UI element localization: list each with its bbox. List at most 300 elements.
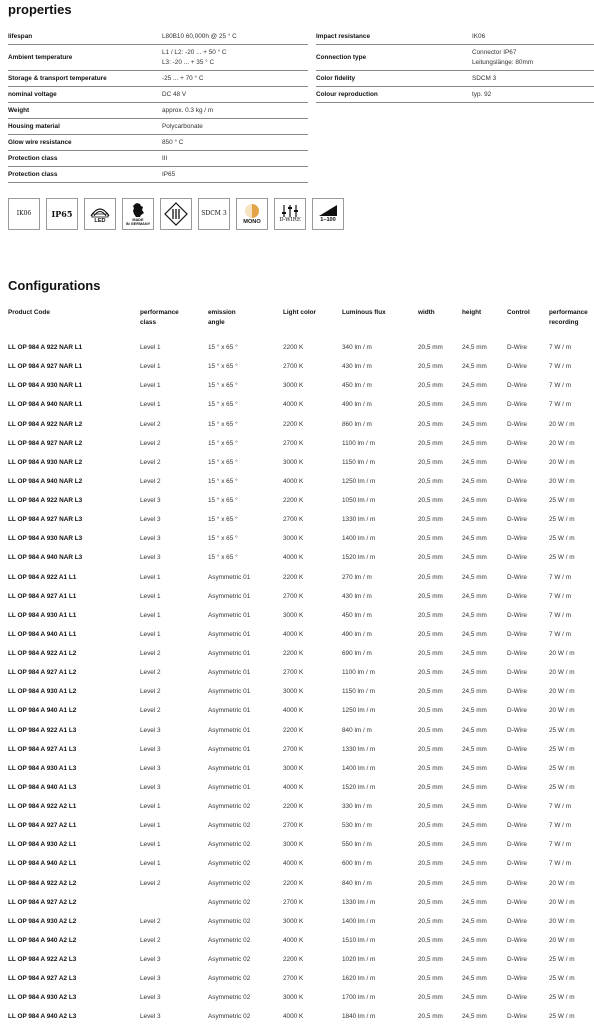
table-cell: 1100 lm / m <box>342 439 375 447</box>
table-cell: 2700 K <box>283 592 304 600</box>
table-cell: 3000 K <box>283 535 304 543</box>
table-cell: 20,5 mm <box>418 592 443 600</box>
table-cell: 25 W / m <box>549 956 575 964</box>
table-cell: 4000 K <box>283 1013 304 1021</box>
table-row <box>8 835 594 854</box>
property-row <box>316 45 594 71</box>
table-cell: LL OP 984 A 927 NAR L1 <box>8 363 83 371</box>
table-row <box>8 988 594 1007</box>
table-cell: Asymmetric 02 <box>208 822 251 830</box>
table-cell: Level 1 <box>140 363 161 371</box>
column-header-line: emission <box>208 309 236 316</box>
table-cell: LL OP 984 A 930 A2 L2 <box>8 917 77 925</box>
table-row <box>8 759 594 778</box>
table-cell: D-Wire <box>507 745 527 753</box>
table-cell: D-Wire <box>507 860 527 868</box>
table-cell: Level 2 <box>140 458 161 466</box>
table-row <box>8 568 594 587</box>
table-cell: Level 3 <box>140 745 161 753</box>
germany-map-icon <box>131 202 145 218</box>
table-cell: 20,5 mm <box>418 630 443 638</box>
dimming-label: 1–100 <box>320 217 336 224</box>
table-row <box>8 395 594 414</box>
property-key: Impact resistance <box>316 33 370 40</box>
table-cell: 25 W / m <box>549 1013 575 1021</box>
table-cell: 7 W / m <box>549 841 572 849</box>
column-header-line: angle <box>208 318 225 326</box>
table-cell: 490 lm / m <box>342 630 372 638</box>
property-row <box>8 119 308 135</box>
table-cell: 1150 lm / m <box>342 688 375 696</box>
table-body <box>8 338 594 1024</box>
table-cell: 3000 K <box>283 764 304 772</box>
table-cell: Level 3 <box>140 975 161 983</box>
table-cell: Asymmetric 02 <box>208 917 251 925</box>
table-cell: 2200 K <box>283 650 304 658</box>
table-cell: D-Wire <box>507 439 527 447</box>
table-cell: 20,5 mm <box>418 822 443 830</box>
table-cell: 25 W / m <box>549 726 575 734</box>
property-value <box>162 122 203 131</box>
table-row <box>8 721 594 740</box>
table-cell: LL OP 984 A 922 A2 L3 <box>8 956 77 964</box>
table-cell: 25 W / m <box>549 975 575 983</box>
ip65-icon <box>46 198 78 230</box>
property-row <box>8 103 308 119</box>
table-cell: Level 3 <box>140 497 161 505</box>
table-cell: 24,5 mm <box>462 822 487 830</box>
table-row <box>8 740 594 759</box>
table-row <box>8 472 594 491</box>
table-cell: LL OP 984 A 922 NAR L3 <box>8 497 83 505</box>
column-header-line: width <box>418 309 435 316</box>
table-cell: D-Wire <box>507 726 527 734</box>
configurations-table <box>8 308 594 1024</box>
table-cell: 15 ° x 65 ° <box>208 420 238 428</box>
table-cell: 330 lm / m <box>342 803 372 811</box>
table-cell: Asymmetric 01 <box>208 650 251 658</box>
table-cell: D-Wire <box>507 420 527 428</box>
table-cell: Level 1 <box>140 401 161 409</box>
property-value <box>162 48 227 67</box>
table-cell: 24,5 mm <box>462 917 487 925</box>
table-cell: LL OP 984 A 930 NAR L3 <box>8 535 83 543</box>
column-header <box>462 308 507 338</box>
table-row <box>8 491 594 510</box>
table-cell: 4000 K <box>283 554 304 562</box>
table-cell: 20,5 mm <box>418 936 443 944</box>
column-header-line: performance <box>549 309 588 316</box>
table-row <box>8 510 594 529</box>
table-row <box>8 606 594 625</box>
table-cell: 15 ° x 65 ° <box>208 344 238 352</box>
property-value <box>162 138 183 147</box>
table-cell: Asymmetric 01 <box>208 688 251 696</box>
table-row <box>8 874 594 893</box>
table-cell: 20,5 mm <box>418 975 443 983</box>
table-cell: Level 1 <box>140 630 161 638</box>
property-value <box>162 74 203 83</box>
table-cell: Level 1 <box>140 803 161 811</box>
table-cell: Asymmetric 02 <box>208 936 251 944</box>
table-cell: Asymmetric 02 <box>208 841 251 849</box>
table-cell: LL OP 984 A 930 A2 L1 <box>8 841 77 849</box>
table-cell: 20,5 mm <box>418 420 443 428</box>
table-cell: 20,5 mm <box>418 917 443 925</box>
table-cell: 24,5 mm <box>462 783 487 791</box>
table-row <box>8 453 594 472</box>
table-cell: 3000 K <box>283 611 304 619</box>
column-header-line: performance <box>140 309 179 316</box>
table-cell: 1400 lm / m <box>342 764 376 772</box>
table-cell: LL OP 984 A 922 A1 L2 <box>8 650 77 658</box>
column-header <box>507 308 549 338</box>
table-cell: 20,5 mm <box>418 745 443 753</box>
table-cell: 490 lm / m <box>342 401 372 409</box>
table-cell: 15 ° x 65 ° <box>208 477 238 485</box>
table-cell: D-Wire <box>507 344 527 352</box>
property-key: Colour reproduction <box>316 91 378 98</box>
table-cell: 2700 K <box>283 439 304 447</box>
table-cell: 24,5 mm <box>462 803 487 811</box>
property-row <box>8 29 308 45</box>
table-cell: 2700 K <box>283 975 304 983</box>
table-cell: 24,5 mm <box>462 420 487 428</box>
table-cell: LL OP 984 A 940 A1 L3 <box>8 783 77 791</box>
table-cell: 20,5 mm <box>418 956 443 964</box>
table-cell: D-Wire <box>507 841 527 849</box>
table-cell: 4000 K <box>283 477 304 485</box>
table-cell: 2200 K <box>283 879 304 887</box>
led-strip-icon <box>88 204 112 218</box>
table-cell: D-Wire <box>507 936 527 944</box>
table-cell: Level 3 <box>140 726 161 734</box>
table-cell: D-Wire <box>507 994 527 1002</box>
property-row <box>8 135 308 151</box>
table-cell: D-Wire <box>507 630 527 638</box>
properties-table-right <box>316 29 594 103</box>
table-cell: Asymmetric 01 <box>208 669 251 677</box>
table-cell: D-Wire <box>507 975 527 983</box>
diamond-iii-icon <box>163 201 189 227</box>
property-key: Weight <box>8 107 30 114</box>
table-cell: 20,5 mm <box>418 879 443 887</box>
table-cell: 24,5 mm <box>462 630 487 638</box>
table-cell: LL OP 984 A 930 A1 L1 <box>8 611 77 619</box>
made-label-2: IN GERMANY <box>125 222 151 226</box>
table-cell: 20,5 mm <box>418 401 443 409</box>
property-key: Connection type <box>316 54 367 61</box>
column-header-line: class <box>140 318 156 326</box>
column-header-line: Luminous flux <box>342 309 386 316</box>
table-cell: D-Wire <box>507 516 527 524</box>
table-cell: LL OP 984 A 927 A2 L3 <box>8 975 77 983</box>
table-cell: 450 lm / m <box>342 611 372 619</box>
table-cell: 20 W / m <box>549 439 575 447</box>
table-cell: D-Wire <box>507 573 527 581</box>
table-cell: 1100 lm / m <box>342 669 375 677</box>
table-cell: D-Wire <box>507 592 527 600</box>
table-cell: Asymmetric 02 <box>208 898 251 906</box>
table-cell: 2700 K <box>283 669 304 677</box>
table-cell: 24,5 mm <box>462 497 487 505</box>
table-cell: 24,5 mm <box>462 1013 487 1021</box>
table-cell: 860 lm / m <box>342 420 372 428</box>
table-cell: LL OP 984 A 930 NAR L1 <box>8 382 83 390</box>
made-in-germany-icon <box>122 198 154 230</box>
table-cell: 24,5 mm <box>462 898 487 906</box>
table-row <box>8 778 594 797</box>
table-cell: 15 ° x 65 ° <box>208 516 238 524</box>
table-cell: 1510 lm / m <box>342 936 376 944</box>
table-cell: Level 2 <box>140 439 161 447</box>
table-cell: 1330 lm / m <box>342 745 376 753</box>
table-cell: LL OP 984 A 927 A1 L2 <box>8 669 77 677</box>
table-cell: 1150 lm / m <box>342 458 375 466</box>
table-row <box>8 682 594 701</box>
sdcm-icon <box>198 198 230 230</box>
table-row <box>8 931 594 950</box>
table-cell: D-Wire <box>507 401 527 409</box>
table-cell: 2200 K <box>283 573 304 581</box>
table-cell: Asymmetric 02 <box>208 1013 251 1021</box>
table-cell: 2700 K <box>283 822 304 830</box>
table-header <box>8 308 594 338</box>
table-cell: 25 W / m <box>549 554 575 562</box>
table-cell: Asymmetric 02 <box>208 879 251 887</box>
table-cell: 20 W / m <box>549 879 575 887</box>
table-cell: 4000 K <box>283 401 304 409</box>
protection-class-icon <box>160 198 192 230</box>
table-cell: 20 W / m <box>549 917 575 925</box>
table-cell: 25 W / m <box>549 745 575 753</box>
table-cell: 25 W / m <box>549 994 575 1002</box>
table-cell: 20 W / m <box>549 477 575 485</box>
property-key: Storage & transport temperature <box>8 75 107 82</box>
table-cell: 24,5 mm <box>462 592 487 600</box>
table-cell: Asymmetric 01 <box>208 783 251 791</box>
table-cell: 450 lm / m <box>342 382 372 390</box>
table-cell: 15 ° x 65 ° <box>208 535 238 543</box>
property-row <box>316 87 594 103</box>
property-value-line: 850 ° C <box>162 138 184 146</box>
table-cell: D-Wire <box>507 803 527 811</box>
property-value <box>162 106 213 115</box>
table-cell: 7 W / m <box>549 822 572 830</box>
table-cell: 530 lm / m <box>342 822 372 830</box>
led-label: LED <box>94 217 106 224</box>
table-row <box>8 1007 594 1024</box>
table-cell: LL OP 984 A 940 A2 L3 <box>8 1013 77 1021</box>
table-cell: Level 2 <box>140 879 161 887</box>
table-cell: LL OP 984 A 922 NAR L2 <box>8 420 83 428</box>
table-cell: 20,5 mm <box>418 573 443 581</box>
table-cell: LL OP 984 A 940 NAR L2 <box>8 477 83 485</box>
table-cell: 1700 lm / m <box>342 994 376 1002</box>
table-cell: 20,5 mm <box>418 688 443 696</box>
property-value-line: typ. 92 <box>472 90 492 98</box>
table-cell: LL OP 984 A 922 A2 L2 <box>8 879 77 887</box>
table-cell: 2200 K <box>283 497 304 505</box>
table-cell: 20,5 mm <box>418 898 443 906</box>
property-key: Protection class <box>8 155 58 162</box>
table-cell: 20,5 mm <box>418 554 443 562</box>
table-cell: 24,5 mm <box>462 936 487 944</box>
table-cell: 1400 lm / m <box>342 535 376 543</box>
table-cell: Level 2 <box>140 917 161 925</box>
mono-icon <box>236 198 268 230</box>
table-cell: LL OP 984 A 927 A2 L2 <box>8 898 77 906</box>
table-cell: LL OP 984 A 922 A1 L1 <box>8 573 77 581</box>
table-cell: LL OP 984 A 940 NAR L1 <box>8 401 83 409</box>
property-value-line: Polycarbonate <box>162 122 203 130</box>
table-cell: 15 ° x 65 ° <box>208 363 238 371</box>
table-cell: 4000 K <box>283 783 304 791</box>
properties-title: properties <box>8 2 72 17</box>
column-header-line: recording <box>549 318 579 326</box>
table-cell: 7 W / m <box>549 363 572 371</box>
table-cell: D-Wire <box>507 611 527 619</box>
feature-icons <box>8 198 344 230</box>
table-cell: Level 1 <box>140 344 161 352</box>
dimming-ramp-icon <box>318 204 338 217</box>
table-row <box>8 644 594 663</box>
table-cell: 24,5 mm <box>462 688 487 696</box>
table-cell: Asymmetric 02 <box>208 860 251 868</box>
table-cell: 430 lm / m <box>342 592 372 600</box>
column-header <box>418 308 462 338</box>
table-cell: Asymmetric 01 <box>208 707 251 715</box>
property-value-line: -25 ... + 70 ° C <box>162 74 204 82</box>
table-cell: Level 1 <box>140 592 161 600</box>
property-value-line: III <box>162 154 168 162</box>
column-header <box>549 308 594 338</box>
table-cell: 430 lm / m <box>342 363 372 371</box>
table-cell: Asymmetric 01 <box>208 745 251 753</box>
table-cell: LL OP 984 A 927 NAR L2 <box>8 439 83 447</box>
table-cell: 4000 K <box>283 630 304 638</box>
column-header <box>140 308 208 338</box>
table-cell: Level 3 <box>140 554 161 562</box>
table-row <box>8 912 594 931</box>
table-cell: D-Wire <box>507 458 527 466</box>
table-cell: 1330 lm / m <box>342 516 376 524</box>
table-cell: 20 W / m <box>549 650 575 658</box>
property-row <box>316 71 594 87</box>
table-cell: 15 ° x 65 ° <box>208 554 238 562</box>
table-cell: 7 W / m <box>549 401 572 409</box>
table-cell: 1520 lm / m <box>342 554 376 562</box>
table-cell: D-Wire <box>507 956 527 964</box>
property-row <box>316 29 594 45</box>
property-value <box>162 90 186 99</box>
table-cell: 4000 K <box>283 860 304 868</box>
table-cell: 1330 lm / m <box>342 898 376 906</box>
table-cell: 25 W / m <box>549 783 575 791</box>
table-cell: D-Wire <box>507 497 527 505</box>
table-cell: LL OP 984 A 940 A1 L2 <box>8 707 77 715</box>
table-cell: 2700 K <box>283 363 304 371</box>
table-cell: Asymmetric 01 <box>208 573 251 581</box>
table-cell: LL OP 984 A 940 A2 L2 <box>8 936 77 944</box>
table-cell: 2200 K <box>283 956 304 964</box>
table-cell: 25 W / m <box>549 764 575 772</box>
table-cell: 20 W / m <box>549 898 575 906</box>
property-value-line: IK06 <box>472 32 486 40</box>
table-cell: 1620 lm / m <box>342 975 376 983</box>
table-cell: 25 W / m <box>549 497 575 505</box>
table-cell: 840 lm / m <box>342 726 372 734</box>
table-cell: 2200 K <box>283 726 304 734</box>
table-cell: D-Wire <box>507 783 527 791</box>
table-row <box>8 893 594 912</box>
table-cell: 600 lm / m <box>342 860 372 868</box>
table-cell: 2200 K <box>283 344 304 352</box>
table-cell: 15 ° x 65 ° <box>208 401 238 409</box>
table-cell: Level 2 <box>140 688 161 696</box>
table-cell: D-Wire <box>507 688 527 696</box>
table-cell: 7 W / m <box>549 382 572 390</box>
property-value-line: DC 48 V <box>162 90 187 98</box>
ip65-label: IP65 <box>51 208 73 219</box>
table-cell: 24,5 mm <box>462 764 487 772</box>
table-cell: 2200 K <box>283 803 304 811</box>
table-cell: 15 ° x 65 ° <box>208 497 238 505</box>
table-cell: 20,5 mm <box>418 803 443 811</box>
table-cell: LL OP 984 A 940 A2 L1 <box>8 860 77 868</box>
column-header-line: height <box>462 309 482 316</box>
table-cell: Level 3 <box>140 535 161 543</box>
table-cell: Level 1 <box>140 841 161 849</box>
table-cell: 7 W / m <box>549 344 572 352</box>
table-cell: Level 1 <box>140 573 161 581</box>
table-cell: D-Wire <box>507 898 527 906</box>
table-cell: Level 2 <box>140 707 161 715</box>
table-cell: 1520 lm / m <box>342 783 376 791</box>
table-cell: D-Wire <box>507 1013 527 1021</box>
column-header-line: Control <box>507 309 530 316</box>
table-cell: Level 1 <box>140 382 161 390</box>
table-cell: 24,5 mm <box>462 382 487 390</box>
table-cell: 7 W / m <box>549 860 572 868</box>
property-row <box>8 71 308 87</box>
property-value <box>472 32 485 41</box>
table-cell: 24,5 mm <box>462 439 487 447</box>
led-icon <box>84 198 116 230</box>
table-cell: Level 2 <box>140 477 161 485</box>
table-cell: Asymmetric 01 <box>208 630 251 638</box>
table-cell: Level 1 <box>140 611 161 619</box>
table-cell: 25 W / m <box>549 535 575 543</box>
table-cell: D-Wire <box>507 707 527 715</box>
table-cell: 20,5 mm <box>418 764 443 772</box>
table-cell: LL OP 984 A 927 A1 L1 <box>8 592 77 600</box>
table-cell: Level 2 <box>140 936 161 944</box>
table-cell: 24,5 mm <box>462 707 487 715</box>
table-cell: D-Wire <box>507 917 527 925</box>
table-cell: 20,5 mm <box>418 344 443 352</box>
property-value-line: IP65 <box>162 170 176 178</box>
table-cell: D-Wire <box>507 554 527 562</box>
table-cell: 3000 K <box>283 382 304 390</box>
column-header <box>8 308 140 338</box>
table-cell: 24,5 mm <box>462 477 487 485</box>
table-cell: D-Wire <box>507 879 527 887</box>
table-cell: Level 2 <box>140 669 161 677</box>
table-cell: 7 W / m <box>549 630 572 638</box>
sliders-icon <box>280 204 300 218</box>
table-cell: 340 lm / m <box>342 344 372 352</box>
